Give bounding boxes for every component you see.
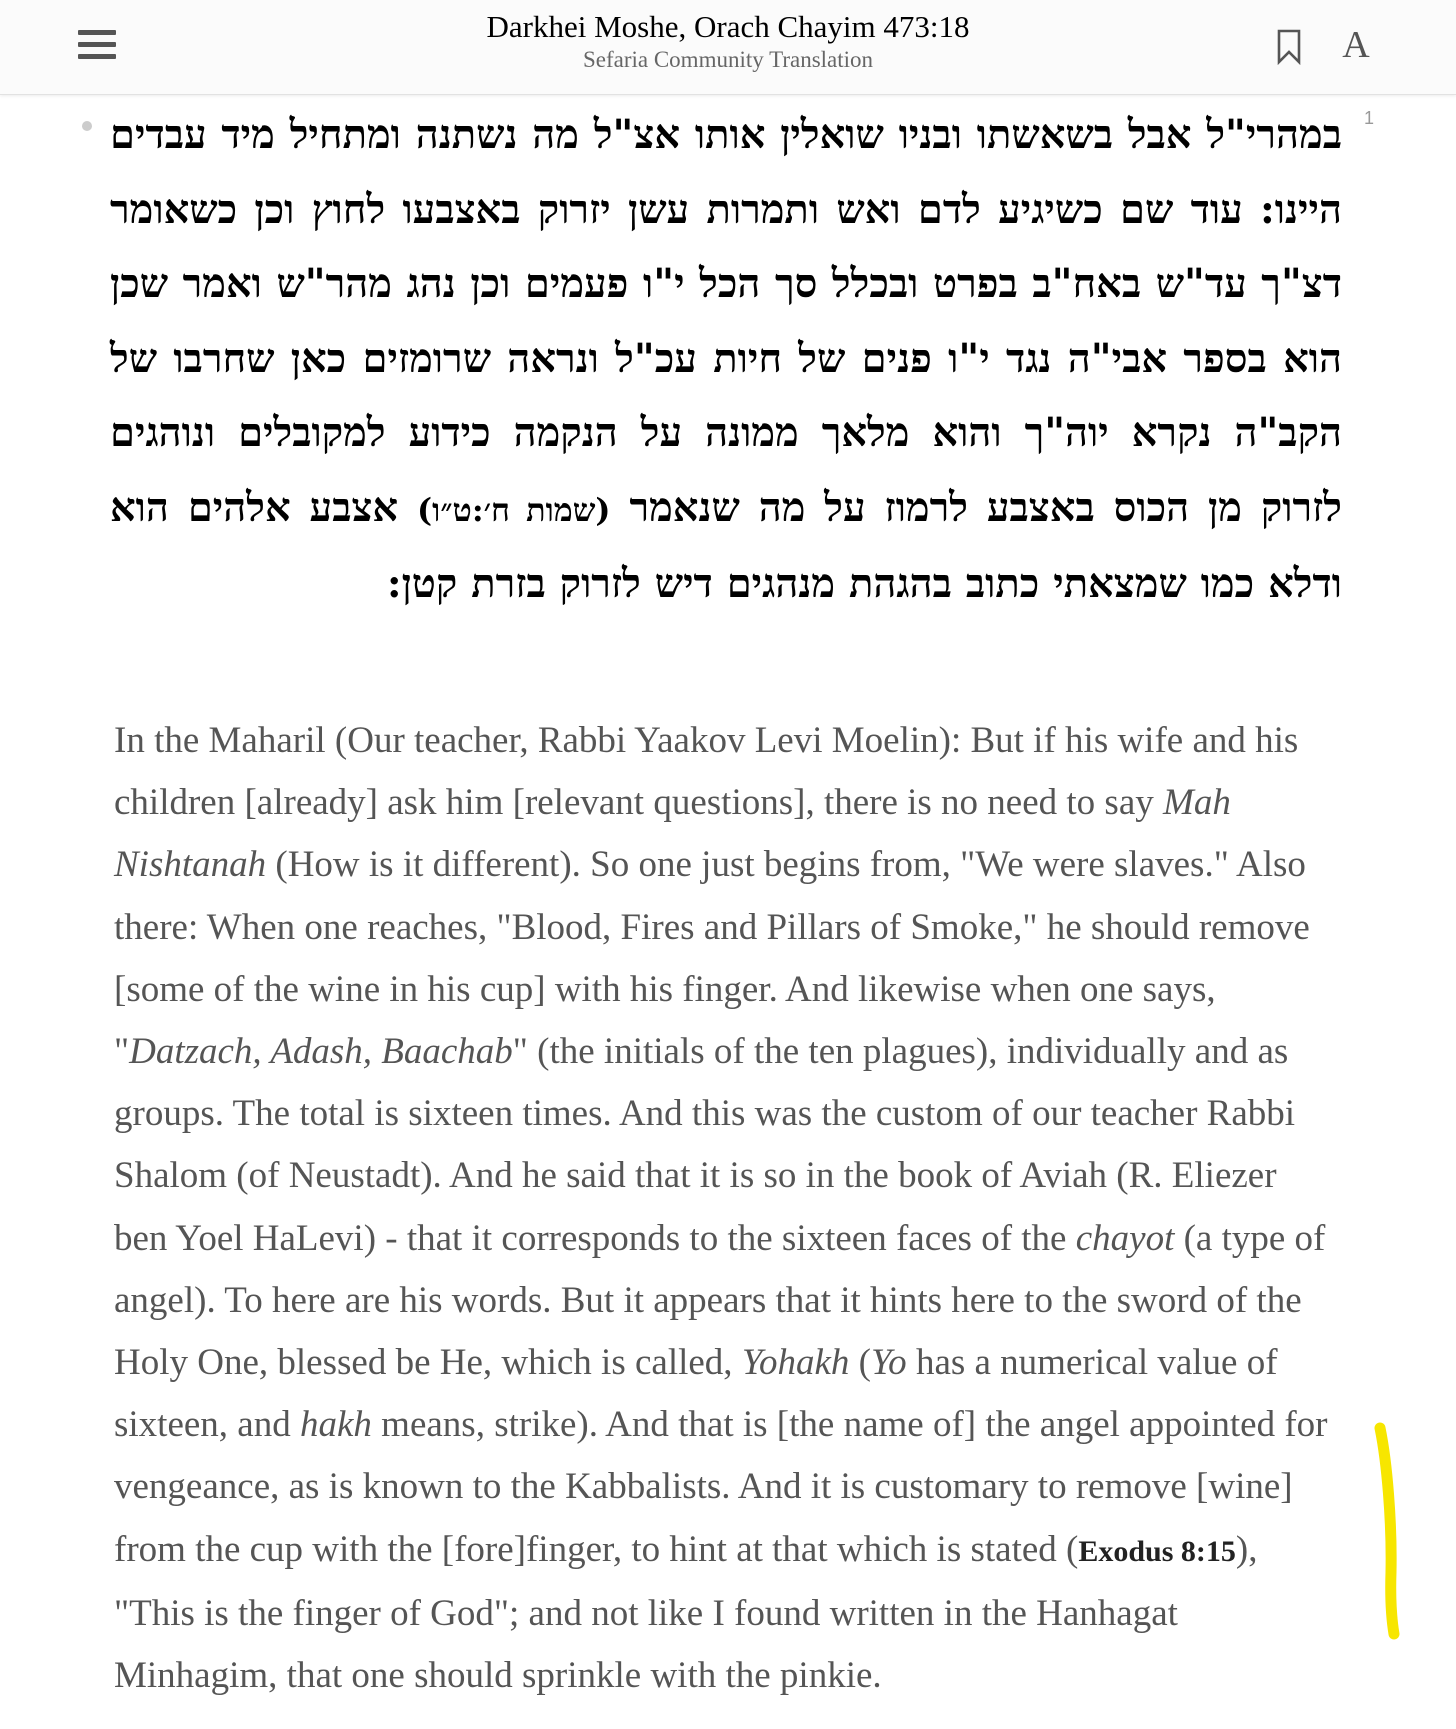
english-italic-term: chayot (1075, 1217, 1175, 1259)
hebrew-citation-link[interactable]: (שמות ח׳:ט״ו) (417, 490, 611, 529)
english-translation[interactable] (114, 710, 1334, 1707)
reader-header (0, 0, 1456, 95)
english-text-run: " (the initials of the ten plagues), individually and as groups. The total is sixteen times. And this was the custom of our teacher Rabbi Shalom (of Neustadt). And he said that it is so in the book of Aviah (R. Eliezer ben Yoel HaLevi) - that it corresponds to the sixteen faces of the (114, 1031, 1296, 1259)
menu-icon[interactable] (76, 27, 120, 63)
english-text-run: (How is it different). So one just begins from, "We were slaves." Also there: When one reaches, "Blood, Fires and Pillars of Smoke," he should remove [some of the wine in his cup] with his finger. And likewise when one says, " (114, 844, 1310, 1073)
font-size-icon[interactable]: A (1342, 24, 1370, 66)
header-titles (380, 8, 1076, 74)
english-italic-term: Mah Nishtanah (114, 782, 1231, 886)
hebrew-text-part1: במהרי"ל אבל בשאשתו ובניו שואלין אותו אצ"ל מה נשתנה ומתחיל מיד עבדים היינו: עוד שם כשיגיע לדם ואש ותמרות עשן יזרוק באצבעו לחוץ וכן כשאומר דצ"ך עד"ש באח"ב בפרט ובכלל סך הכל י"ו פעמים וכן נהג מהר"ש ואמר שכן הוא בספר אבי"ה נגד י"ו פנים של חיות עכ"ל ונראה שרומזים כאן שחרבו של הקב"ה נקרא יוה"ך והוא מלאך ממונה על הנקמה כידוע למקובלים ונוהגים לזרוק מן הכוס באצבע לרמוז על מה שנאמר (110, 111, 1342, 531)
english-text-run: In the Maharil (Our teacher, Rabbi Yaakov Levi Moelin): But if his wife and his children [already] ask him [relevant questions], there is no need to say (114, 720, 1299, 824)
bookmark-icon[interactable] (1275, 29, 1303, 65)
hebrew-text-part2: אצבע אלהים הוא ודלא כמו שמצאתי כתוב בהגהת מנהגים דיש לזרוק בזרת קטן: (110, 483, 1342, 607)
exodus-citation-link[interactable]: Exodus 8:15 (1078, 1534, 1236, 1568)
hebrew-text[interactable] (110, 98, 1342, 622)
english-italic-term: hakh (299, 1404, 372, 1446)
english-italic-term: Datzach, Adash, Baachab (129, 1031, 513, 1073)
english-text-run: ), "This is the finger of God"; and not like I found written in the Hanhagat Minhagim, that one should sprinkle with the pinkie. (114, 1528, 1258, 1697)
english-text-run: (a type of angel). To here are his words. But it appears that it hints here to the sword of the Holy One, blessed be He, which is called, (114, 1217, 1326, 1384)
page-title[interactable]: Darkhei Moshe, Orach Chayim 473:18 (486, 9, 970, 44)
english-italic-term: Yohakh (741, 1342, 850, 1384)
english-italic-term: Yo (871, 1342, 907, 1384)
english-text-run: ( (849, 1342, 871, 1384)
segment-marker-dot[interactable] (82, 121, 92, 131)
version-subtitle[interactable]: Sefaria Community Translation (582, 47, 874, 72)
english-text-run: has a numerical value of sixteen, and (114, 1342, 1278, 1446)
yellow-highlight-mark (1370, 1422, 1406, 1642)
segment-number: 1 (1364, 108, 1375, 128)
english-text-run: means, strike). And that is [the name of] the angel appointed for vengeance, as is known to the Kabbalists. And it is customary to remove [wine] from the cup with the [fore]finger, to hint at that which is stated ( (114, 1404, 1328, 1570)
